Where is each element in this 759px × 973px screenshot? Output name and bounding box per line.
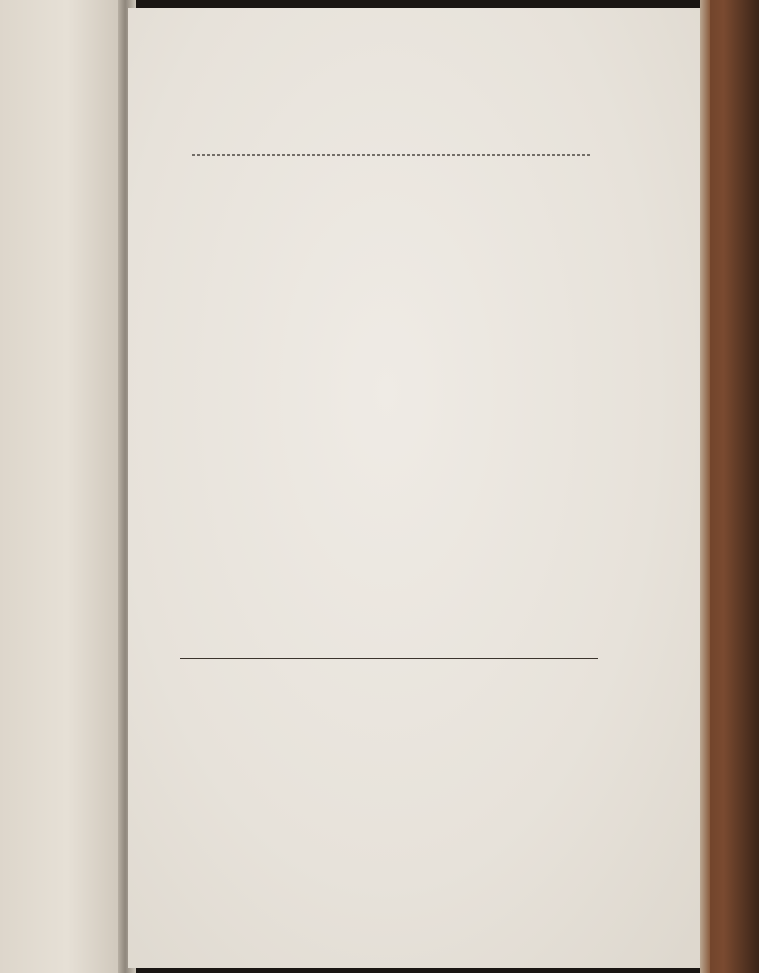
book-page <box>128 8 703 968</box>
book-cover-edge <box>700 0 759 973</box>
facing-page-left <box>0 0 122 973</box>
rules-list <box>182 8 632 608</box>
page-edges <box>700 0 710 973</box>
section-rule <box>180 658 598 659</box>
